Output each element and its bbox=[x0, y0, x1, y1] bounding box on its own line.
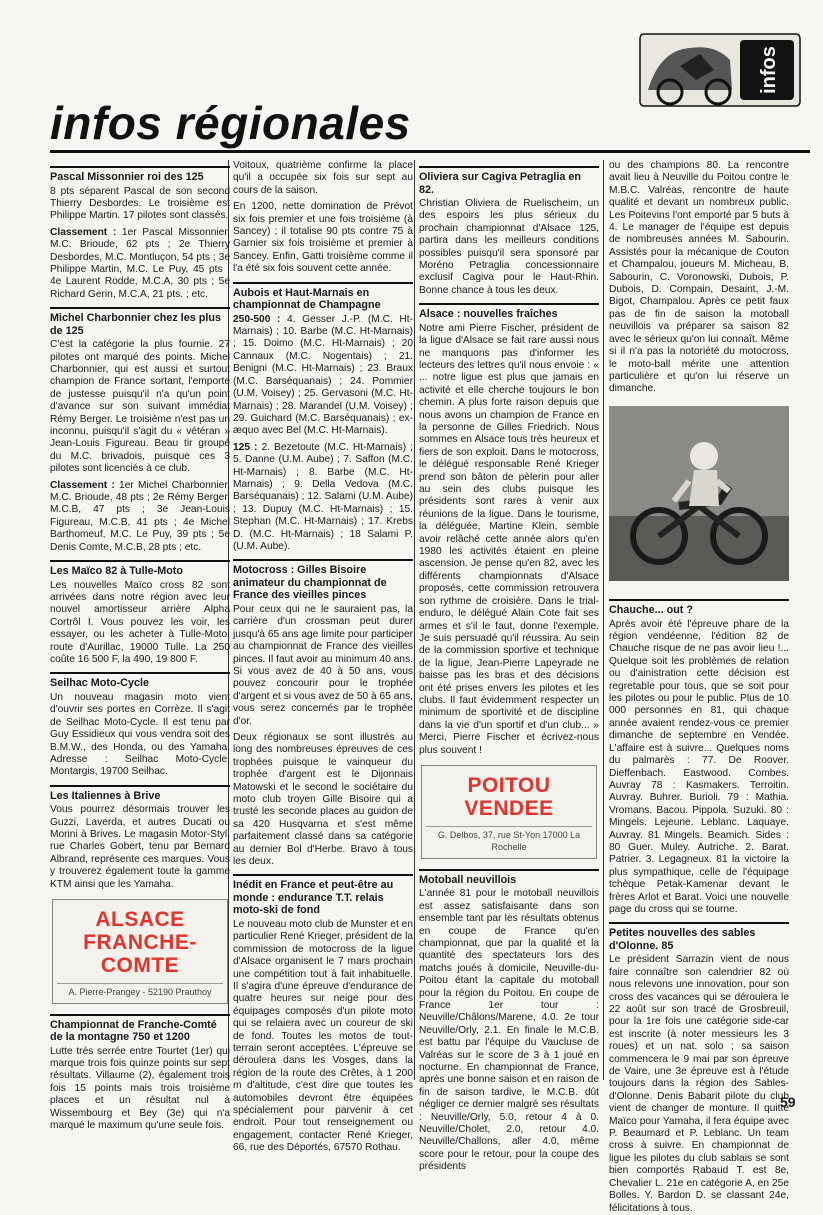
article-text: Christian Oliviera de Ruelischeim, un des espoirs les plus sérieux du prochain championnat d'Alsace 125, partira dans les meilleurs conditions possibles puisqu'il sera sponsoré par Moréno Petraglia concessionnaire exclusif Cagiva pour le Haut-Rhin. Bonne chance à tous les deux. bbox=[419, 198, 599, 296]
label: 125 : bbox=[233, 441, 258, 453]
article-text: Notre ami Pierre Fischer, président de la ligue d'Alsace se fait rare aussi nous ne manquons pas d'informer les lecteurs des lettres qu'il nous envoie : « ... notre ligue est plus que jamais en activité et elle cherche toujours le bon chemin. A plus forte raison depuis que nous avons un champion de France en la personne de Gilles Friedrich. Nous sommes en Alsace tous très heureux et fiers de son exploit. Dans le motocross, le délégué responsable René Krieger prend son bâton de pèlerin pour aller au sein des clubs puisque les présidents sont rares à venir aux réunions de la ligue. Dans le tourisme, la déléguée, Martine Klein, semble avoir relâché cette année alors qu'en 1980 les activités étaient en pleine ascension. Je pense qu'en 82, avec les différents championnats d'Alsace proposés, cette commission retrouvera son rythme de croisière. Dans le trial-enduro, le délégué Alain Cote fait ses armes et s'il le faut, donne l'exemple. Je suis persuadé qu'il réussira. Au sein de la commission sportive et technique de la ligue, Jean-Pierre Lapeyrade ne baisse pas les bras et des décisions ont été prises envers les pilotes et les clubs. Il faut évidemment respecter un minimum de sportivité et de discipline dans la vie d'un sportif et d'un club... » Merci, Pierre Fischer et écrivez-nous plus souvent ! bbox=[419, 322, 599, 756]
article-text: Lutte très serrée entre Tourtet (1er) qui marque trois fois quinze points sur sept résultats. Villaume (2), également trois fois 15 points mais trois troisième places et un résultat nul à Wissembourg et Bey (3e) qui n'a marqué le maximum qu'une seule fois. bbox=[50, 1045, 230, 1131]
title-rule bbox=[50, 150, 810, 153]
article-text: Le nouveau moto club de Munster et en particulier René Krieger, président de la commission de motocross de la ligue d'Alsace organisent le 7 mars prochain une compétition tout à fait inhabituelle. Il s'agira d'une épreuve d'endurance de quatre heures sur neige pour des équipages composés d'un pilote moto qui se relaiera avec un coureur de ski de fond. Toutes les motos de tout-terrain seront acceptées. L'épreuve se déroulera dans les Vosges, dans la région de la route des Crêtes, à 1 200 m d'altitude, c'est dire que toutes les automobiles devront être équipées spécialement pour parvenir à cet endroit. Pour tout renseignement ou engagement, contacter René Krieger, 66, rue des Déportés, 67570 Rothau. bbox=[233, 918, 413, 1154]
column-2 bbox=[233, 160, 413, 1154]
column-3 bbox=[419, 160, 599, 1173]
article-text: Le président Sarrazin vient de nous faire connaître son calendrier 82 où nous relevons une innovation, pour son cross des vacances qui se déroulera le 22 août sur son tracé de Grosbreuil, pour la 1re fois une catégorie side-car est inscrite (à noter messieurs les 3 roues) et un nat. solo ; sa saison commencera le 9 mai par son épreuve de Vaire, une 3e épreuve est à l'étude toujours dans la région des Sables-d'Olonne. Denis Babarit pilote du club vient de changer de monture. Il quitte Maïco pour Yamaha, il fera équipe avec P. Beaumard et P. Leblanc. Un team cross à suivre. En championnat de ligue les pilotes du club sablais se sont bien comportés Rabaud T. est 8e, Chevalier L. 21e en catégorie A, en 25e Bolles. Y. Bardon D. se classant 24e, félicitations à tous. bbox=[609, 954, 789, 1214]
article-text: Pour ceux qui ne le sauraient pas, la carrière d'un crossman peut durer jusqu'à 65 ans age limite pour participer au championnat de France des vieilles pinces. Il faut avoir au minimum 40 ans. Si vous avez de 40 à 50 ans, vous pouvez concourir pour le trophée d'argent et si vous avez de 50 à 65 ans, vous serez concernés par le trophée d'or. bbox=[233, 603, 413, 727]
article-heading: Championnat de Franche-Comté de la montagne 750 et 1200 bbox=[50, 1014, 230, 1044]
text: 2. Bezetoute (M.C. Ht-Marnais) ; 5. Danne (U.M. Aube) ; 7. Saffon (M.C. Ht-Marnais) ; 8. Barbe (M.C. Ht-Marnais) ; 9. Della Vedova (M.C. Barséquanais) ; 12. Salami (U.M. Aube) ; 13. Dupuy (M.C. Ht-Marnais) ; 15. Stephan (M.C. Ht-Marnais) ; 17. Krebs D. (M.C. Ht-Marnais) ; 18 Salami P. (U.M. Aube). bbox=[233, 441, 413, 552]
text: 4. Gesser J.-P. (M.C. Ht-Marnais) ; 10. Barbe (M.C. Ht-Marnais) ; 15. Doimo (M.C. Ht-Marnais) ; 20 Cannaux (M.C. Nogentais) ; 21. Benigni (M.C. Ht-Marnais) ; 23. Braux (M.C. Barséquanais) ; 24. Pommier (U.M. Voisey) ; 25. Gervasoni (M.C. Ht-Marnais) ; 28. Marandel (U.M. Voisey) ; 29. Guichard (M.C. Barséquanais) ; ex-æquo avec Bel (M.C. Ht-Marnais). bbox=[233, 313, 413, 437]
text: 1er Pascal Missonnier, M.C. Brioude, 62 pts ; 2e Thierry Desbordes, M.C. Montluçon, 54 pts ; 3e Philippe Martin, M.C. Le Puy, 45 pts ; 4e Laurent Rodde, M.C.A, 30 pts ; 5e Richard Gerin, M.C.A, 21 pts. ; etc. bbox=[50, 226, 230, 300]
article-text: C'est la catégorie la plus fournie. 27 pilotes ont marqué des points. Michel Charbonnier, qui est aussi et surtout champion de France sortant, l'emporte de justesse puisqu'il n'a qu'un point d'avance sur son suivant immédiat Rémy Berger. Le troisième n'est pas un inconnu, puisqu'il s'agit du « vétéran » Jean-Louis Figureau. Beau tir groupé du M.C. brivadois, puisque ces 3 pilotes sont licenciés à ce club. bbox=[50, 339, 230, 475]
article-heading: Petites nouvelles des sables d'Olonne. 85 bbox=[609, 922, 789, 952]
region-box-title: ALSACE FRANCHE-COMTE bbox=[83, 908, 197, 978]
article-heading: Les Italiennes à Brive bbox=[50, 785, 230, 803]
article-text: L'année 81 pour le motoball neuvillois est assez satisfaisante dans son ensemble tant par les résultats obtenus en coupe de France qu'en championnat, que par la qualité et la quantité des spectateurs lors des matchs joués à domicile, Neuville-du-Poitou étant la capitale du motoball pour la région du Poitou. En coupe de France 1er tour : Neuville/Châlons/Marene, 4.0. 2e tour Neuville/Orly, 2.1. En finale le M.C.B. est battu par l'équipe du Vaucluse de Valréas sur le score de 3 à 1 joué en nocturne. En championnat de France, après une bonne saison et en raison de fin de saison tardive, le M.C.B. dût négliger ce dernier malgré ses résultats : Neuville/Orly, 5.0, retour 4 à 0. Neuville/Cholet, 2.0, retour 4.0. Neuville/Challons, aller 4.0, même score pour le retour, pour la coupe des présidents bbox=[419, 888, 599, 1173]
article-text: Vous pourrez désormais trouver les Guzzi, Laverda, et autres Ducati ou Morini à Brives. Le magasin Motor-Styl, rue Charles Gobert, tenu par Bernard Albrand, représente ces marques. Vous y trouverez également toute la gamme KTM ainsi que les Yamaha. bbox=[50, 804, 230, 890]
article-text: 8 pts séparent Pascal de son second Thierry Desbordes. Le troisième est Philippe Martin. 17 pilotes sont classés. bbox=[50, 185, 230, 222]
article-text: ou des champions 80. La rencontre avait lieu à Neuville du Poitou contre le M.B.C. Valréas, rencontre de haute qualité et devant un nombreux public. Les Poitevins l'ont emporté par 5 buts à 4. Le manager de l'équipe est depuis de nombreuses années M. Sabourin. Assistés pour la mécanique de Couton et Champalou, joueurs M. Micheau, B. Sabourin, C. Voronowski, Dubois, P. Dubois, D. Compain, Desaint, J.-M. Bigot, Champalou. Après ce petit faux pas de fin de saison la motoball neuvillois va préparer sa saison 82 avec le sérieux qu'on lui connaît. Même si il n'a pas la notoriété du motocross, le moto-ball mérite une attention particulière et qu'on lui réserve un dimanche. bbox=[609, 160, 789, 395]
article-heading: Pascal Missonnier roi des 125 bbox=[50, 166, 230, 184]
page-number: 59 bbox=[780, 1094, 796, 1110]
article-text: Deux régionaux se sont illustrés au long des nombreuses épreuves de ces trophées puisque le vainqueur du trophée d'argent est le Dijonnais Matowski et le second le sociétaire du moto club troyen Gille Bisoire qui a trusté les seconde places au guidon de sa 420 Husqvarna et s'est même parfaitement classé dans sa catégorie au dernier Bol d'Herbe. Bravo à tous les deux. bbox=[233, 731, 413, 867]
article-heading: Motocross : Gilles Bisoire animateur du championnat de France des vieilles pinces bbox=[233, 559, 413, 602]
article-text: Voitoux, quatrième confirme la place qu'il a occupée six fois sur sept au cours de la saison. bbox=[233, 160, 413, 196]
article-text bbox=[233, 442, 413, 554]
region-box-address: A. Pierre-Prangey - 52190 Prauthoy bbox=[57, 983, 223, 998]
article-text bbox=[50, 480, 230, 554]
article-heading: Motoball neuvillois bbox=[419, 869, 599, 887]
motocross-photo bbox=[609, 406, 789, 581]
article-heading: Inédit en France et peut-être au monde : endurance T.T. relais moto-ski de fond bbox=[233, 874, 413, 917]
article-heading: Seilhac Moto-Cycle bbox=[50, 672, 230, 690]
page-title: infos régionales bbox=[50, 97, 411, 149]
column-divider bbox=[414, 160, 415, 1080]
article-heading: Alsace : nouvelles fraîches bbox=[419, 303, 599, 321]
region-box-title: POITOU VENDEE bbox=[464, 773, 554, 820]
article-heading: Les Maïco 82 à Tulle-Moto bbox=[50, 560, 230, 578]
text: 1er Michel Charbonnier, M.C. Brioude, 48 pts ; 2e Rémy Berger, M.C.B, 47 pts ; 3e Jean-Louis Figureau, M.C.B, 41 pts ; 4e Michel Barthomeuf, M.C. Le Puy, 39 pts ; 5e Denis Comte, M.C.B, 28 pts ; etc. bbox=[50, 479, 230, 553]
region-box-poitou bbox=[421, 765, 597, 859]
label: 250-500 : bbox=[233, 313, 281, 325]
label: Classement : bbox=[50, 479, 115, 491]
region-box-address: G. Delbos, 37, rue St-Yon 17000 La Rochelle bbox=[426, 826, 592, 854]
article-heading: Oliviera sur Cagiva Petraglia en 82. bbox=[419, 166, 599, 196]
article-heading: Aubois et Haut-Marnais en championnat de Champagne bbox=[233, 282, 413, 312]
infos-logo bbox=[640, 30, 800, 110]
article-text: Après avoir été l'épreuve phare de la région vendéenne, l'édition 82 de Chauche risque de ne pas avoir lieu !... Quelque soit les problèmes de relation ou d'ainistration cette décision est regretable pour tous, que se soit pour les pilotes ou pour le public. Plus de 10 000 personnes en 81, qui chaque année avaient rendez-vous ce premier dimanche de septembre en Vendée. L'affaire est à suivre... Quelques noms du palmarès : 77. De Roover. Dieffenbach. Eastwood. Combes. Auvray 78 : Kasmakers. Terroitin. Auvray. Buhrer. Burioli. 79 : Mathia. Vromans. Bacou. Pippola. Suzuki. 80 : Mingels. Lejeune. Leblanc. Laquaye. Auvray. 81 Mingels. Beamich. Sides : 80 Guer. Muley. Autriche. 2. Barat. Patrier. 3. Legagneux. 81 la victoire la plus sympathique, celle de l'équipage tchèque Petak-Kamenar devant le frères Arlot et Barat. Voici une nouvelle page du cross qui se tourne. bbox=[609, 618, 789, 915]
column-1 bbox=[50, 160, 230, 1131]
article-heading: Chauche... out ? bbox=[609, 599, 789, 617]
column-divider bbox=[603, 160, 604, 1080]
label: Classement : bbox=[50, 226, 117, 238]
article-text bbox=[50, 227, 230, 301]
article-text: Un nouveau magasin moto vient d'ouvrir ses portes en Corrèze. Il s'agit de Seilhac Moto-Cycle. Il est tenu par Guy Essidieux qui vous vendra soit des B.M.W., des Honda, ou des Yamaha. Adresse : Seilhac Moto-Cycle, Montargis, 19700 Seilhac. bbox=[50, 691, 230, 778]
article-text: Les nouvelles Maïco cross 82 sont arrivées dans notre région avec leur nouvel amortisseur arrière Alpha Cortrôl I. Vous pouvez les voir, les essayer, ou les acheter à Tulle-Moto, route d'Aurillac, 19000 Tulle. La 250 coûte 16 500 F, la 490, 19 800 F. bbox=[50, 579, 230, 665]
logo-text: infos bbox=[758, 46, 780, 94]
region-box-alsace bbox=[52, 899, 228, 1003]
article-text bbox=[233, 314, 413, 438]
article-text: En 1200, nette domination de Prévot six fois premier et une fois troisième (à Sancey) ; il totalise 90 pts contre 75 à Garnier six fois troisième et premier à Sancey. Enfin, Gatti troisième comme il l'a été six fois souvent cette année. bbox=[233, 201, 413, 275]
article-heading: Michel Charbonnier chez les plus de 125 bbox=[50, 307, 230, 337]
